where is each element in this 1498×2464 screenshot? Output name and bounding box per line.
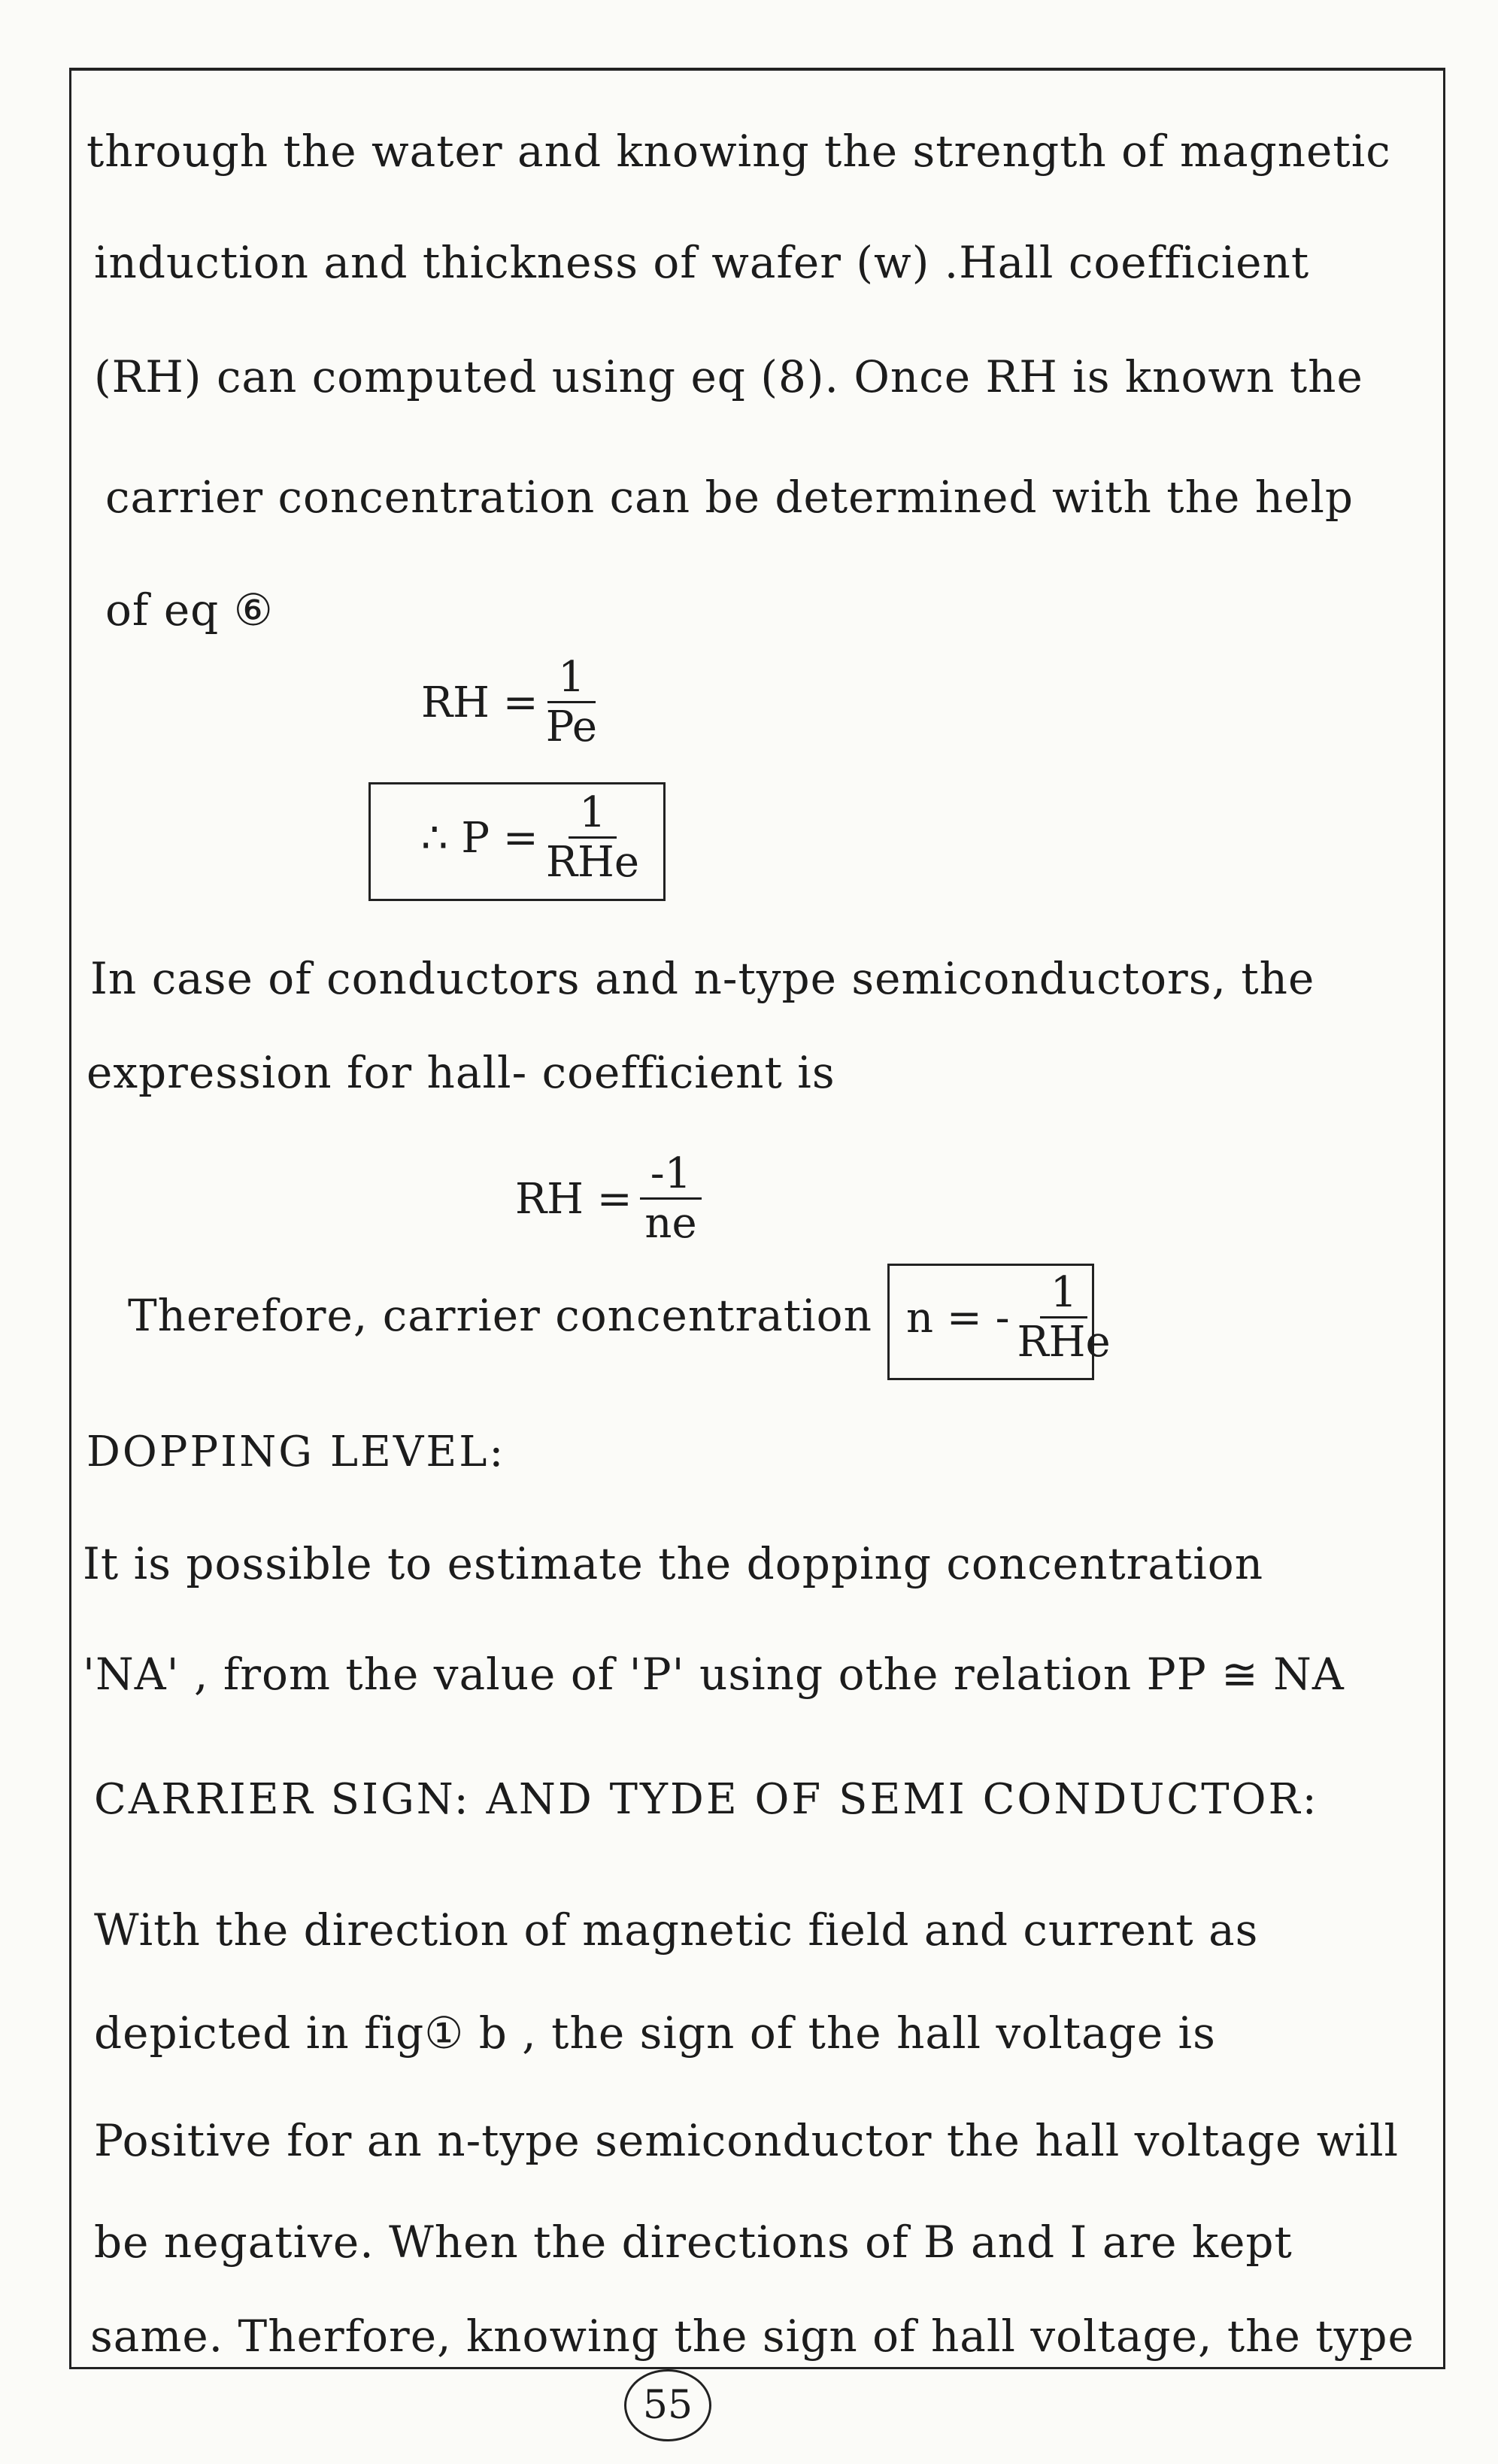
equation-lhs: RH = (515, 1174, 632, 1224)
text-line: It is possible to estimate the dopping concentration (83, 1538, 1264, 1589)
text-line: same. Therfore, knowing the sign of hall voltage, the type (90, 2311, 1415, 2362)
text-line: In case of conductors and n-type semiconductors, the (90, 953, 1315, 1004)
numerator: 1 (569, 790, 617, 839)
denominator: RHe (1017, 1317, 1111, 1367)
text-line: expression for hall- coefficient is (86, 1047, 835, 1098)
text-line: 'NA' , from the value of 'P' using othe relation PP ≅ NA (83, 1649, 1345, 1700)
text-line: (RH) can computed using eq (8). Once RH is known the (94, 351, 1363, 402)
equation-lhs: ∴ P = (421, 813, 538, 863)
equation-hall-coefficient-n (515, 1151, 702, 1248)
text-line: Therefore, carrier concentration (128, 1290, 872, 1341)
text-line: be negative. When the directions of B and I are kept (94, 2217, 1293, 2268)
equation-lhs: RH = (421, 678, 538, 727)
denominator: ne (644, 1198, 697, 1248)
text-line: through the water and knowing the strength of magnetic (86, 126, 1391, 177)
denominator: RHe (545, 837, 639, 887)
denominator: Pe (545, 702, 598, 751)
fraction (546, 654, 597, 751)
numerator: 1 (1040, 1270, 1088, 1318)
equation-hall-coefficient-p (421, 654, 597, 751)
text-line: carrier concentration can be determined with the help (105, 472, 1354, 523)
equation-p-boxed (421, 790, 639, 887)
section-heading-doping-level: DOPPING LEVEL: (86, 1428, 506, 1476)
text-line: depicted in fig① b , the sign of the hall voltage is (94, 2007, 1216, 2059)
text-line: induction and thickness of wafer (w) .Hall coefficient (94, 237, 1310, 288)
numerator: -1 (640, 1151, 702, 1200)
page-number: 55 (624, 2369, 711, 2441)
equation-n-boxed (906, 1270, 1111, 1367)
fraction (546, 790, 639, 887)
equation-lhs: n = - (906, 1293, 1010, 1343)
fraction (1017, 1270, 1111, 1367)
text-line: of eq ⑥ (105, 584, 274, 636)
text-line: With the direction of magnetic field and current as (94, 1904, 1259, 1956)
section-heading-carrier-sign: CARRIER SIGN: AND TYDE OF SEMI CONDUCTOR: (94, 1775, 1319, 1824)
fraction (640, 1151, 702, 1248)
numerator: 1 (547, 654, 596, 703)
text-line: Positive for an n-type semiconductor the hall voltage will (94, 2115, 1399, 2166)
